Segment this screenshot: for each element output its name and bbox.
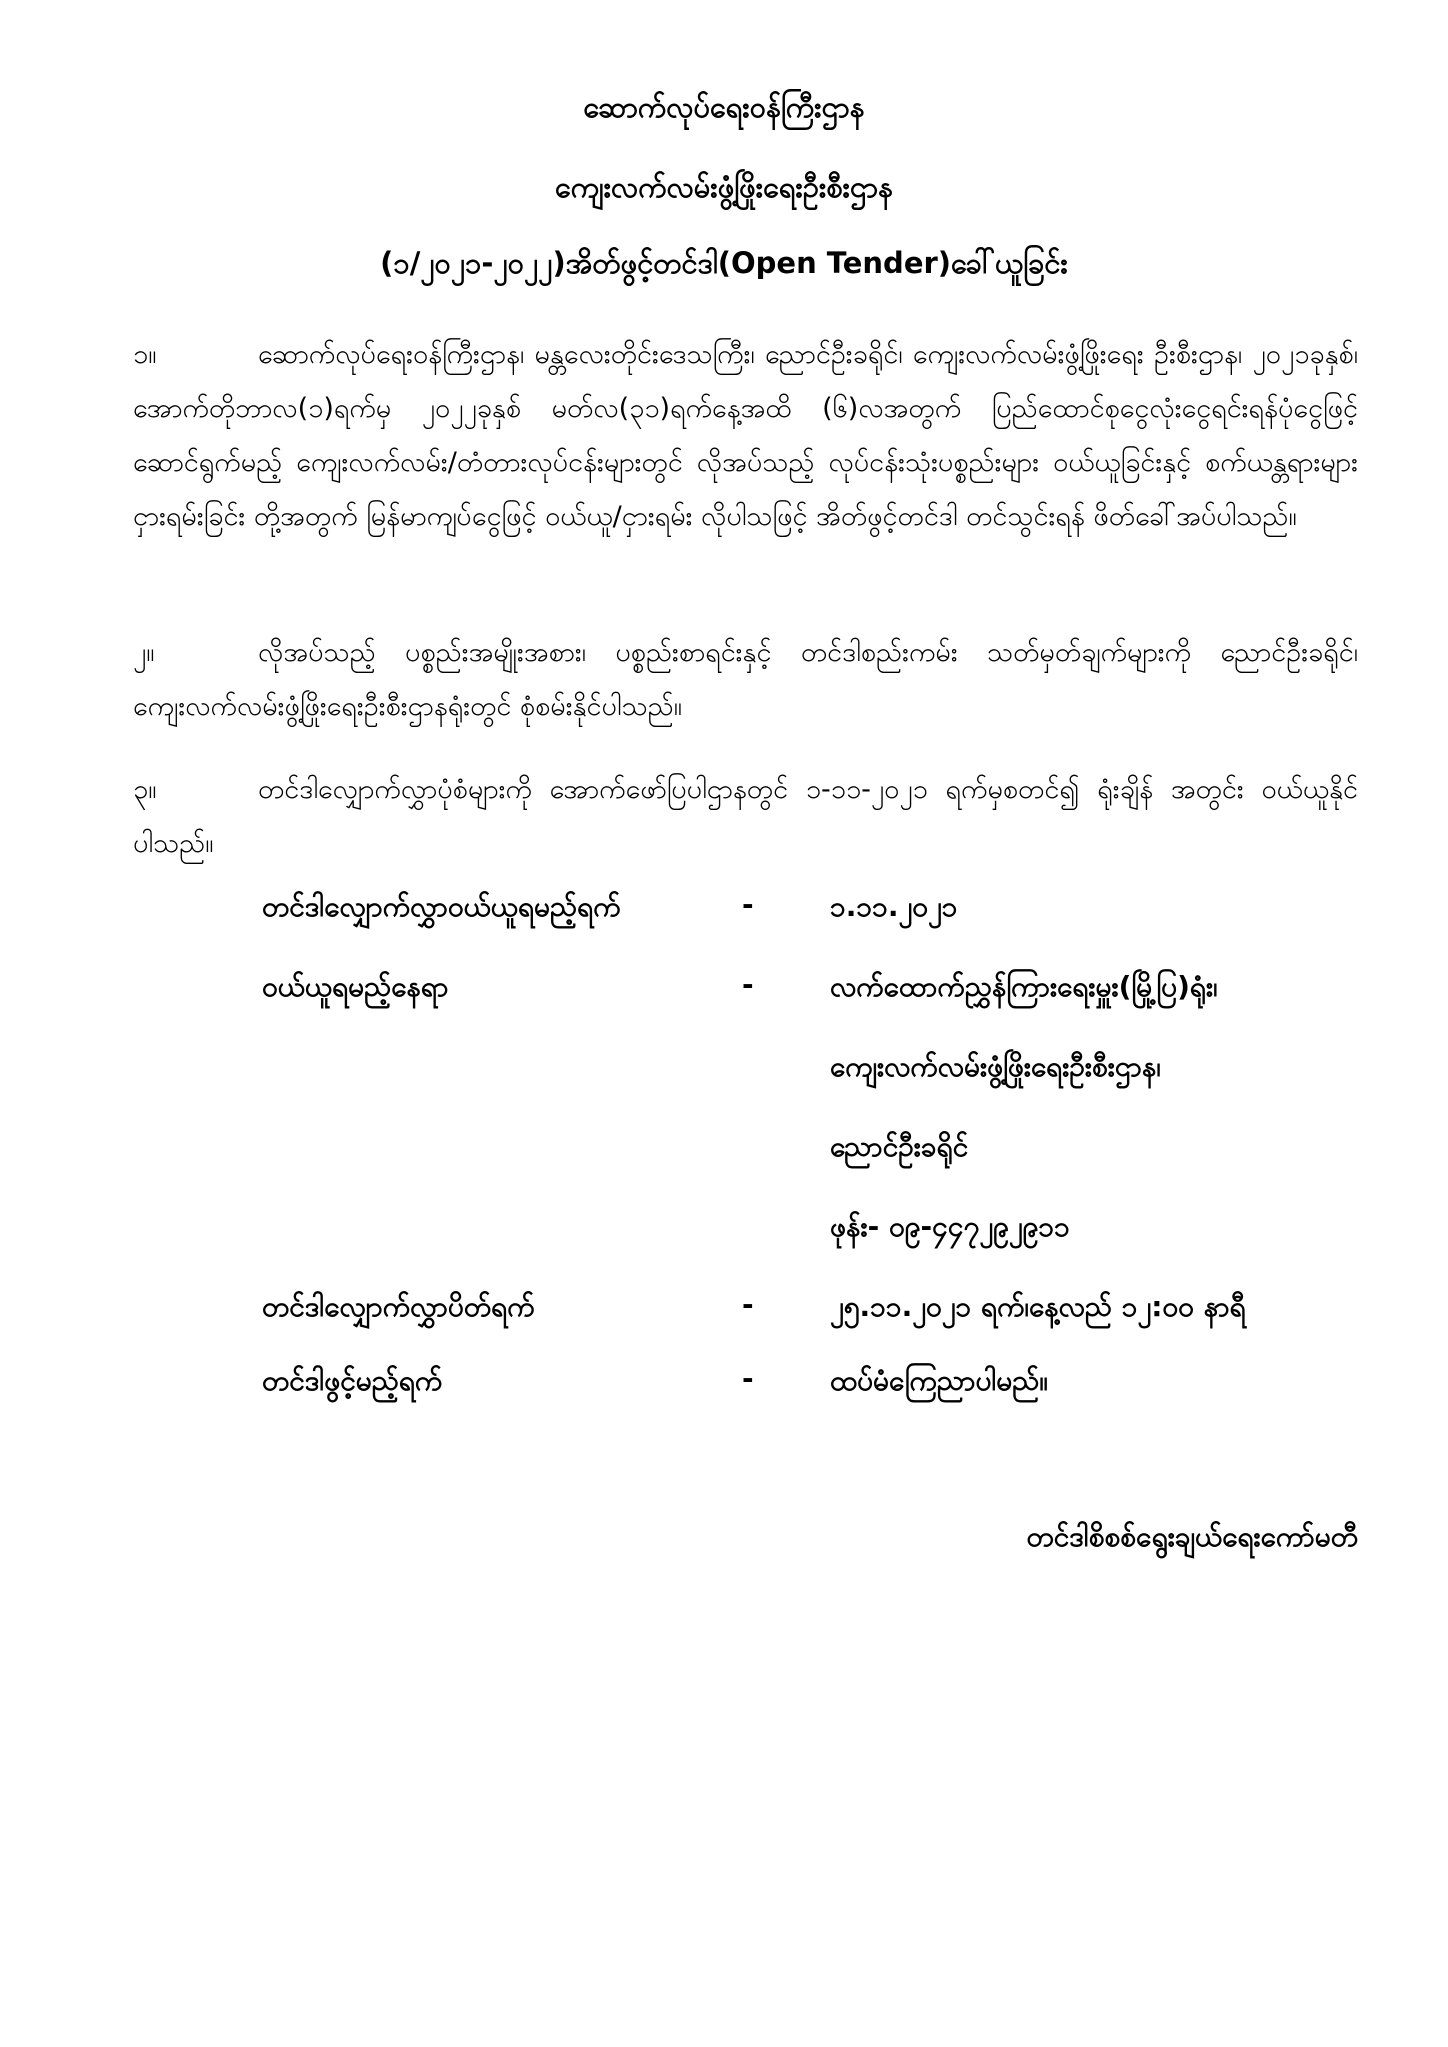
purchase-place-label: ဝယ်ယူရမည့်နေရာ	[262, 970, 449, 1003]
paragraph-number: ၁။	[133, 339, 157, 370]
paragraph-1	[133, 328, 1358, 544]
paragraph-3	[133, 763, 1358, 871]
separator-dash: -	[742, 1288, 754, 1321]
separator-dash: -	[742, 1362, 754, 1395]
phone-number: ဖုန်း- ၀၉-၄၄၇၂၉၂၉၁၁	[830, 1210, 1070, 1243]
closing-date-label: တင်ဒါလျှောက်လွှာပိတ်ရက်	[262, 1290, 535, 1323]
separator-dash: -	[742, 968, 754, 1001]
paragraph-text: ဆောက်လုပ်ရေးဝန်ကြီးဌာန၊ မန္တလေးတိုင်းဒေသကြီး၊ ညောင်ဦးခရိုင်၊ ကျေးလက်လမ်းဖွံ့ဖြိုးရေး ဦးစီးဌာန၊ ၂၀၂၁ခုနှစ်၊ အောက်တိုဘာလ(၁)ရက်မှ ၂၀၂၂ခုနှစ် မတ်လ(၃၁)ရက်နေ့အထိ (၆)လအတွက် ပြည်ထောင်စုငွေလုံးငွေရင်းရန်ပုံငွေဖြင့် ဆောင်ရွက်မည့် ကျေးလက်လမ်း/တံတားလုပ်ငန်းများတွင် လိုအပ်သည့် လုပ်ငန်းသုံးပစ္စည်းများ ဝယ်ယူခြင်းနှင့် စက်ယန္တရားများ ငှားရမ်းခြင်း တို့အတွက် မြန်မာကျပ်ငွေဖြင့် ဝယ်ယူ/ငှားရမ်း လိုပါသဖြင့် အိတ်ဖွင့်တင်ဒါ တင်သွင်းရန် ဖိတ်ခေါ်အပ်ပါသည်။	[133, 339, 1358, 532]
paragraph-number: ၃။	[133, 774, 157, 805]
opening-date-value: ထပ်မံကြေညာပါမည်။	[830, 1364, 1048, 1397]
tender-title: (၁/၂၀၂၁-၂၀၂၂)အိတ်ဖွင့်တင်ဒါ(Open Tender)ခေါ်ယူခြင်း	[380, 246, 1068, 280]
paragraph-2	[133, 626, 1358, 734]
opening-date-label: တင်ဒါဖွင့်မည့်ရက်	[262, 1364, 443, 1397]
paragraph-text: တင်ဒါလျှောက်လွှာပုံစံများကို အောက်ဖော်ပြပါဌာနတွင် ၁-၁၁-၂၀၂၁ ရက်မှစတင်၍ ရုံးချိန် အတွင်း ဝယ်ယူနိုင်ပါသည်။	[133, 774, 1358, 859]
purchase-place-line-3: ညောင်ဦးခရိုင်	[830, 1130, 969, 1163]
paragraph-text: လိုအပ်သည့် ပစ္စည်းအမျိုးအစား၊ ပစ္စည်းစာရင်းနှင့် တင်ဒါစည်းကမ်း သတ်မှတ်ချက်များကို ညောင်ဦးခရိုင်၊ ကျေးလက်လမ်းဖွံ့ဖြိုးရေးဦးစီးဌာနရုံးတွင် စုံစမ်းနိုင်ပါသည်။	[133, 637, 1358, 722]
purchase-date-value: ၁.၁၁.၂၀၂၁	[830, 890, 958, 923]
closing-date-value: ၂၅.၁၁.၂၀၂၁ ရက်၊နေ့လည် ၁၂:၀၀ နာရီ	[830, 1290, 1246, 1323]
committee-signature: တင်ဒါစိစစ်ရွေးချယ်ရေးကော်မတီ	[1026, 1520, 1358, 1553]
purchase-place-line-2: ကျေးလက်လမ်းဖွံ့ဖြိုးရေးဦးစီးဌာန၊	[830, 1050, 1161, 1083]
ministry-heading: ဆောက်လုပ်ရေးဝန်ကြီးဌာန	[583, 90, 865, 124]
purchase-date-label: တင်ဒါလျှောက်လွှာဝယ်ယူရမည့်ရက်	[262, 890, 621, 923]
department-heading: ကျေးလက်လမ်းဖွံ့ဖြိုးရေးဦးစီးဌာန	[554, 170, 894, 204]
purchase-place-line-1: လက်ထောက်ညွှန်ကြားရေးမှူး(မြို့ပြ)ရုံး၊	[830, 970, 1218, 1003]
paragraph-number: ၂။	[133, 637, 155, 668]
separator-dash: -	[742, 888, 754, 921]
